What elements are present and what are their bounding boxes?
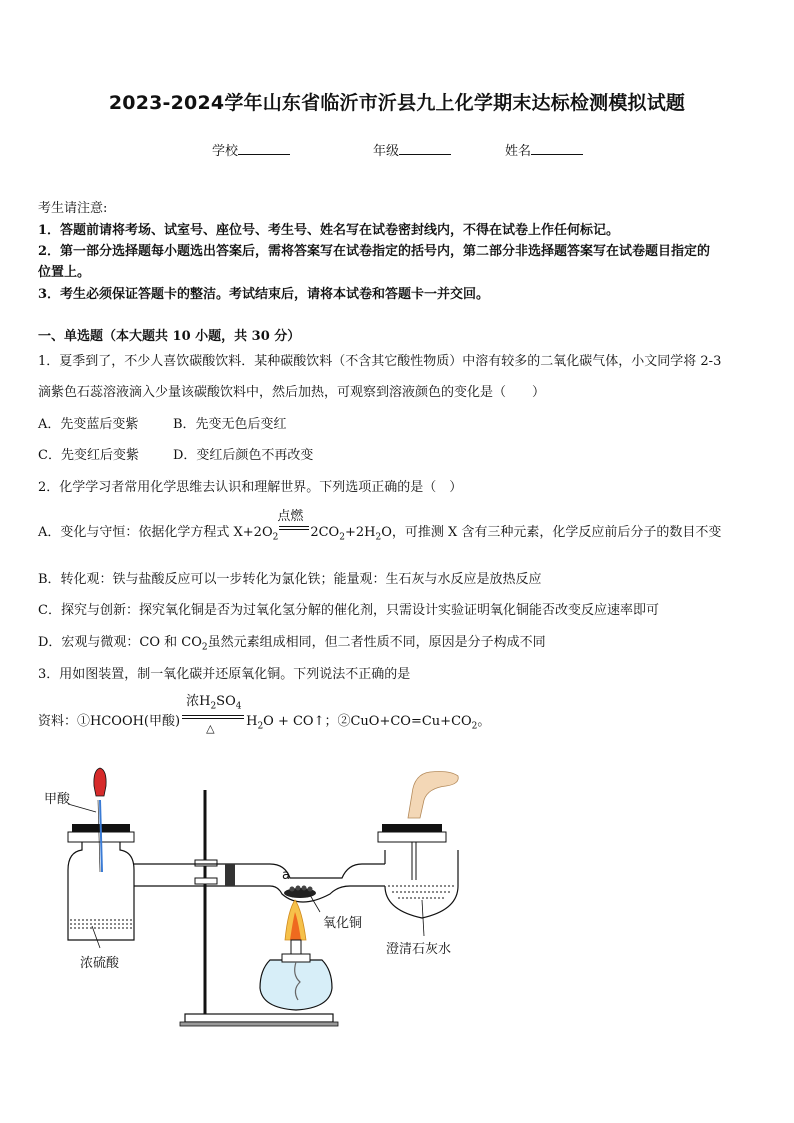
q2a-text-pre: A．变化与守恒：依据化学方程式 X+2O [38, 525, 273, 540]
q2-option-a[interactable] [38, 509, 722, 547]
reaction-condition [277, 509, 309, 542]
formic-acid-bottle [68, 768, 134, 940]
notice-item-2-cont: 位置上。 [38, 265, 91, 280]
q1-option-c[interactable]: C．先变红后变紫 [38, 448, 139, 463]
school-blank[interactable] [238, 142, 290, 155]
grade-label: 年级 [373, 144, 400, 159]
q2-option-d[interactable] [38, 634, 546, 657]
q2a-text-post3: O，可推测 X 含有三种元素，化学反应前后分子的数目不变 [381, 525, 722, 540]
q2a-text-post: 2CO [310, 525, 340, 540]
label-formic-acid: 甲酸 [44, 792, 71, 807]
q3-cond-line1 [182, 715, 244, 716]
q2a-sub-o2: 2 [272, 532, 279, 543]
q3-cond-line2 [182, 718, 244, 719]
label-concentrated-sulfuric-acid: 浓硫酸 [80, 956, 120, 971]
label-limewater: 澄清石灰水 [386, 942, 452, 957]
name-blank[interactable] [531, 142, 583, 155]
label-a: a [282, 868, 290, 883]
grade-field[interactable] [373, 140, 451, 159]
leader-cuo [310, 895, 320, 912]
q1-line1: 1．夏季到了，不少人喜饮碳酸饮料．某种碳酸饮料（不含其它酸性物质）中溶有较多的二氧化碳气体，小文同学将 2-3 [38, 354, 722, 369]
notice-item-3: 3．考生必须保证答题卡的整洁。考试结束后，请将本试卷和答题卡一并交回。 [38, 287, 490, 302]
glass-tube [134, 864, 385, 902]
leader-formic [68, 804, 96, 812]
q1-option-a[interactable]: A．先变蓝后变紫 [38, 417, 139, 432]
q2d-text-pre: D．宏观与微观：CO 和 CO [38, 635, 202, 650]
section-heading: 一、单选题（本大题共 10 小题，共 30 分） [38, 329, 301, 344]
q1-line2: 滴紫色石蕊溶液滴入少量该碳酸饮料中，然后加热，可观察到溶液颜色的变化是（ ） [38, 385, 546, 400]
q2a-sub-h2o: 2 [375, 532, 382, 543]
q3-condition [182, 694, 244, 735]
q1-option-d[interactable]: D．变红后颜色不再改变 [173, 448, 314, 463]
condition-line-bottom [279, 529, 309, 530]
q3-data-end: 。 [477, 714, 491, 729]
q2-stem: 2．化学学习者常用化学思维去认识和理解世界。下列选项正确的是（ ） [38, 480, 463, 495]
q3-cond-top: 浓$H_2SO_4$ [186, 694, 242, 712]
label-copper-oxide: 氧化铜 [323, 916, 363, 931]
q3-data-mid2: O + CO↑；②CuO+CO=Cu+CO [263, 714, 472, 729]
q1-option-b[interactable]: B．先变无色后变红 [173, 417, 287, 432]
q2d-sub: 2 [201, 642, 208, 653]
condition-ignite: 点燃 [277, 509, 304, 524]
notice-heading: 考生请注意: [38, 201, 108, 216]
school-label: 学校 [212, 144, 239, 159]
q3-data-mid: H [246, 714, 258, 729]
copper-oxide-powder [284, 886, 316, 899]
q2a-sub-co2: 2 [339, 532, 345, 543]
q3-cond-heat: △ [206, 722, 215, 735]
q2a-text-post2: +2H [344, 525, 376, 540]
q2d-text-post: 虽然元素组成相同，但二者性质不同，原因是分子构成不同 [207, 635, 546, 650]
apparatus-figure [30, 760, 490, 1030]
q3-stem: 3．用如图装置，制一氧化碳并还原氧化铜。下列说法不正确的是 [38, 667, 411, 682]
q3-sub-h2o: 2 [257, 721, 264, 732]
q2-option-b[interactable]: B．转化观：铁与盐酸反应可以一步转化为氯化铁；能量观：生石灰与水反应是放热反应 [38, 572, 542, 587]
name-label: 姓名 [505, 144, 532, 159]
q3-data-pre: 资料：①HCOOH(甲酸) [38, 714, 181, 729]
notice-item-2: 2．第一部分选择题每小题选出答案后，需将答案写在试卷指定的括号内，第二部分非选择题答案写在试卷题目指定的 [38, 244, 711, 259]
q3-sub-co2: 2 [471, 721, 478, 732]
name-field[interactable] [505, 140, 583, 159]
q2-option-c[interactable]: C．探究与创新：探究氧化铜是否为过氧化氢分解的催化剂，只需设计实验证明氧化铜能否改变反应速率即可 [38, 603, 659, 618]
notice-item-1: 1．答题前请将考场、试室号、座位号、考生号、姓名写在试卷密封线内，不得在试卷上作任何标记。 [38, 223, 620, 238]
q3-data [38, 694, 491, 736]
condition-line-top [279, 526, 309, 527]
school-field[interactable] [212, 140, 290, 159]
limewater-vessel [378, 772, 458, 919]
alcohol-lamp [260, 900, 332, 1010]
grade-blank[interactable] [399, 142, 451, 155]
page-title: 2023-2024学年山东省临沂市沂县九上化学期末达标检测模拟试题 [108, 92, 686, 114]
